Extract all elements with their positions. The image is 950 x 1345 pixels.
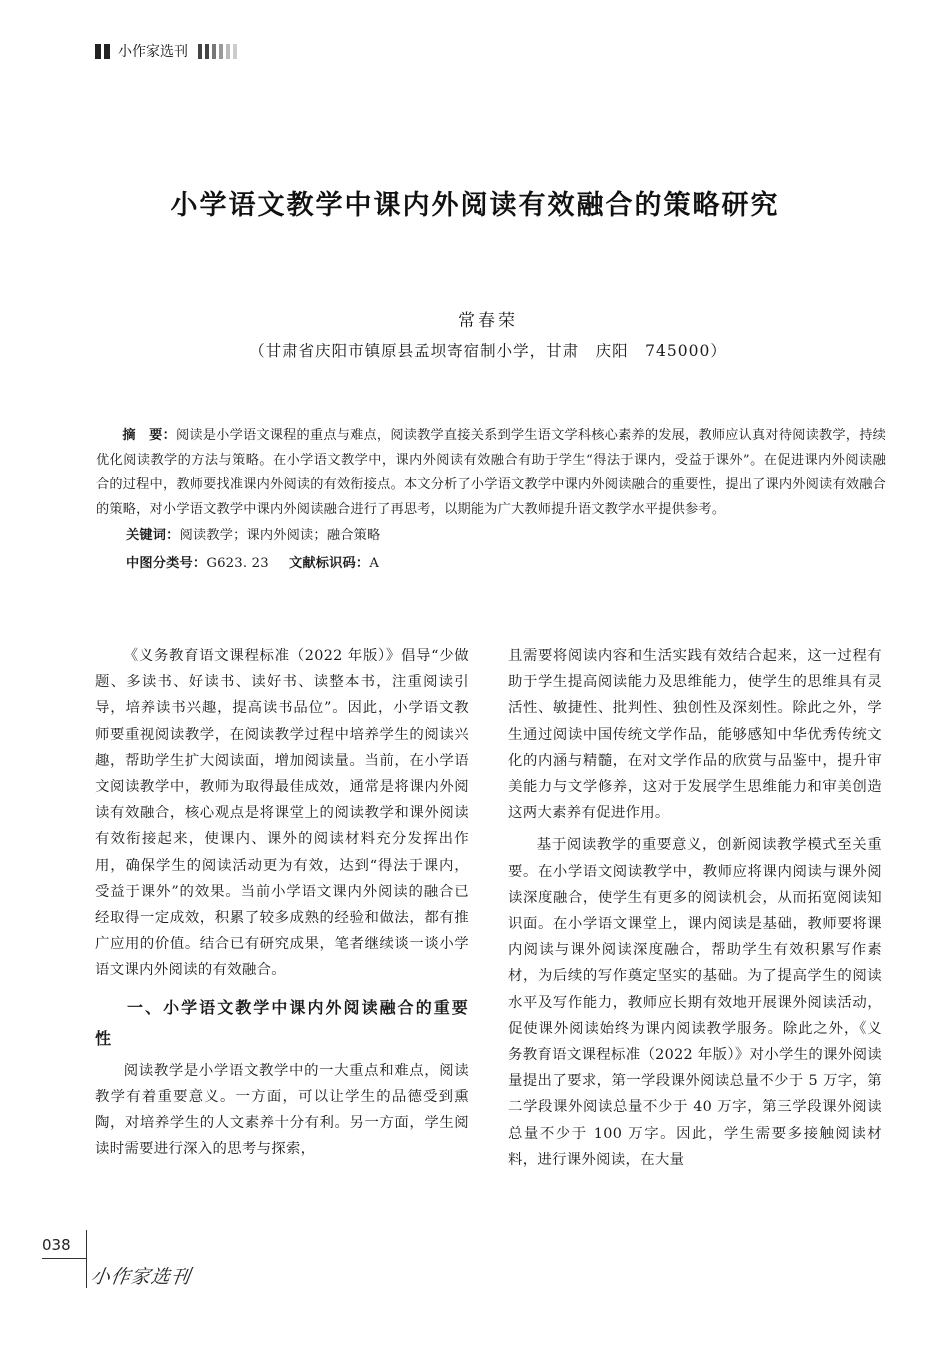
abstract-block: [96, 424, 886, 576]
body-paragraph-2-continued: 且需要将阅读内容和生活实践有效结合起来，这一过程有助于学生提高阅读能力及思维能力，使学生的思维具有灵活性、敏捷性、批判性、独创性及深刻性。除此之外，学生通过阅读中国传统文学作品，能够感知中华优秀传统文化的内涵与精髓，在对文学作品的欣赏与品鉴中，提升审美能力与文学修养，这对于发展学生思维能力和审美创造这两大素养有促进作用。: [508, 648, 882, 822]
section-heading-1: 一、小学语文教学中课内外阅读融合的重要性: [95, 997, 469, 1048]
doc-code-label: 文献标识码：: [289, 556, 370, 572]
header-bars-decoration: [95, 44, 110, 59]
abstract-label: 摘 要：: [122, 428, 176, 443]
journal-logo: 小作家选刊: [89, 1266, 193, 1288]
author-name: 常春荣: [458, 311, 518, 331]
abstract-paragraph: [96, 424, 886, 522]
body-column-left: [95, 643, 469, 1162]
class-code: G623. 23: [206, 556, 269, 572]
class-label: 中图分类号：: [126, 556, 207, 572]
body-column-right: [508, 643, 882, 1173]
footer-divider-vertical: [86, 1230, 87, 1288]
footer-divider-horizontal: [42, 1258, 86, 1259]
running-header: [95, 40, 237, 62]
keywords-line: [96, 524, 886, 548]
article-title: 小学语文教学中课内外阅读有效融合的策略研究: [170, 190, 780, 221]
keywords-text: 阅读教学；课内外阅读；融合策略: [179, 528, 381, 544]
body-paragraph-3: 基于阅读教学的重要意义，创新阅读教学模式至关重要。在小学语文阅读教学中，教师应将课内阅读与课外阅读深度融合，使学生有更多的阅读机会，从而拓宽阅读知识面。在小学语文课堂上，课内阅读是基础，教师要将课内阅读与课外阅读深度融合，帮助学生有效积累写作素材，为后续的写作奠定坚实的基础。为了提高学生的阅读水平及写作能力，教师应长期有效地开展课外阅读活动，促使课外阅读始终为课内阅读教学服务。除此之外，《义务教育语文课程标准（2022 年版）》对小学生的课外阅读量提出了要求，第一学段课外阅读总量不少于 5 万字，第二学段课外阅读总量不少于 40 万字，第三学段课外阅读总量不少于 100 万字。因此，学生需要多接触阅读材料，进行课外阅读，在大量: [508, 837, 882, 1168]
body-paragraph-2: 阅读教学是小学语文教学中的一大重点和难点，阅读教学有着重要意义。一方面，可以让学生的品德受到熏陶，对培养学生的人文素养十分有利。另一方面，学生阅读时需要进行深入的思考与探索，: [95, 1062, 469, 1158]
body-paragraph-1: 《义务教育语文课程标准（2022 年版）》倡导“少做题、多读书、好读书、读好书、读整本书，注重阅读引导，培养读书兴趣，提高读书品位”。因此，小学语文教师要重视阅读教学，在阅读教学过程中培养学生的阅读兴趣，帮助学生扩大阅读面，增加阅读量。当前，在小学语文阅读教学中，教师为取得最佳成效，通常是将课内外阅读有效融合，核心观点是将课堂上的阅读教学和课外阅读有效衔接起来，使课内、课外的阅读材料充分发挥出作用，确保学生的阅读活动更为有效，达到“得法于课内，受益于课外”的效果。当前小学语文课内外阅读的融合已经取得一定成效，积累了较多成熟的经验和做法，都有推广应用的价值。结合已有研究成果，笔者继续谈一谈小学语文课内外阅读的有效融合。: [95, 648, 469, 979]
keywords-label: 关键词：: [126, 528, 180, 544]
page-number: 038: [42, 1236, 71, 1254]
header-gradient-decoration: [198, 44, 237, 59]
author-affiliation: （甘肃省庆阳市镇原县孟坝寄宿制小学，甘肃 庆阳 745000）: [249, 342, 727, 360]
classification-line: [96, 552, 886, 576]
doc-code: A: [369, 556, 380, 572]
abstract-text: 阅读是小学语文课程的重点与难点，阅读教学直接关系到学生语文学科核心素养的发展，教师应认真对待阅读教学，持续优化阅读教学的方法与策略。在小学语文教学中，课内外阅读有效融合有助于学生“得法于课内，受益于课外”。在促进课内外阅读融合的过程中，教师要找准课内外阅读的有效衔接点。本文分析了小学语文教学中课内外阅读融合的重要性，提出了课内外阅读有效融合的策略，对小学语文教学中课内外阅读融合进行了再思考，以期能为广大教师提升语文教学水平提供参考。: [96, 428, 886, 517]
journal-name: 小作家选刊: [118, 44, 188, 60]
